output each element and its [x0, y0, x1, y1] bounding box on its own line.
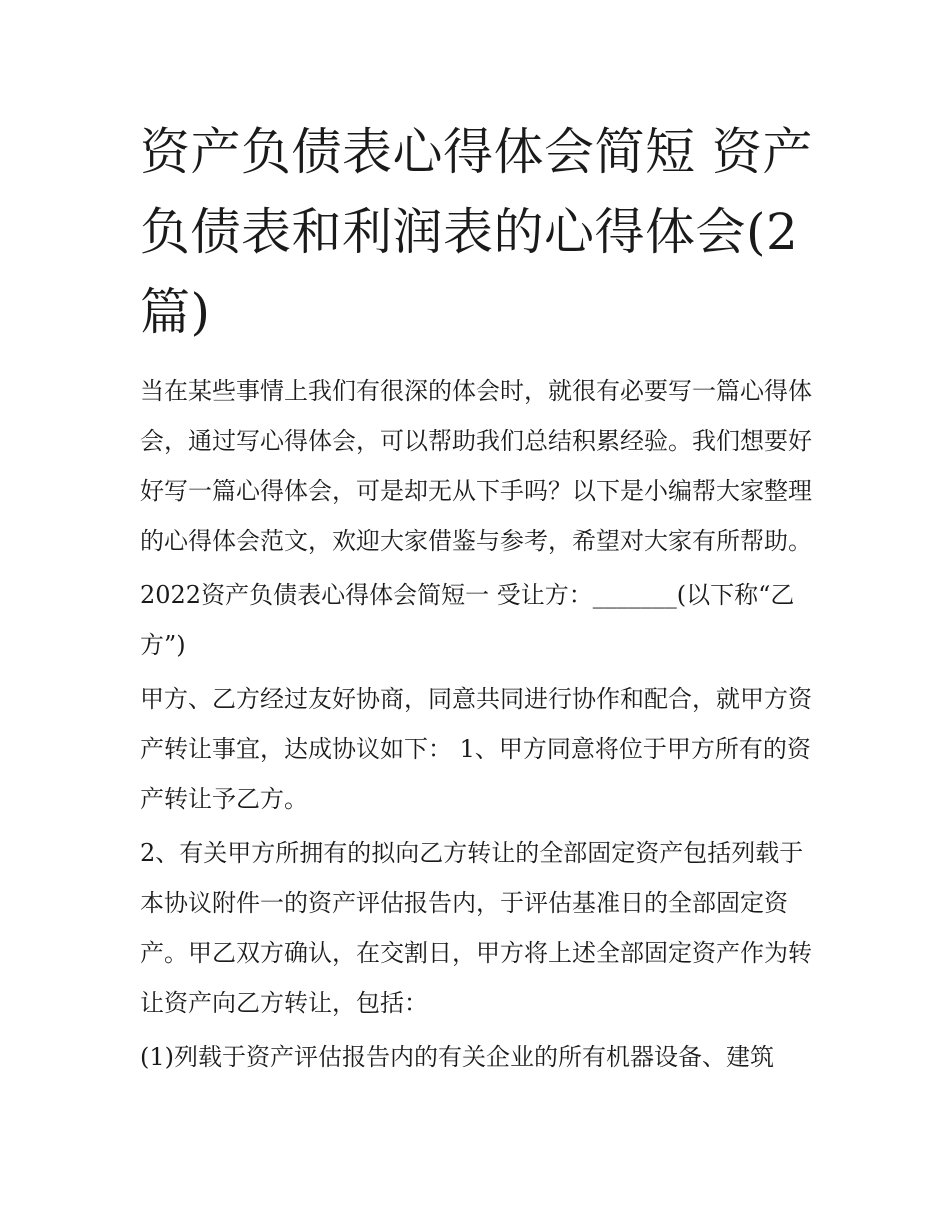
clause-2-paragraph: 2、有关甲方所拥有的拟向乙方转让的全部固定资产包括列载于本协议附件一的资产评估报告内，于评估基准日的全部固定资产。甲乙双方确认，在交割日，甲方将上述全部固定资产作为转让资产向乙方转让，包括： [140, 839, 812, 1017]
intro-paragraph: 当在某些事情上我们有很深的体会时，就很有必要写一篇心得体会，通过写心得体会，可以帮助我们总结积累经验。我们想要好好写一篇心得体会，可是却无从下手吗？以下是小编帮大家整理的心得体会范文，欢迎大家借鉴与参考，希望对大家有所帮助。 [140, 377, 812, 555]
agreement-paragraph: 甲方、乙方经过友好协商，同意共同进行协作和配合，就甲方资产转让事宜，达成协议如下： 1、甲方同意将位于甲方所有的资产转让予乙方。 [140, 685, 812, 813]
document-page [140, 112, 820, 1086]
document-title: 资产负债表心得体会简短 资产负债表和利润表的心得体会(2篇) [140, 123, 813, 341]
section-heading-paragraph: 2022资产负债表心得体会简短一 受让方：_______(以下称“乙方”) [140, 581, 795, 659]
clause-2-item-1-paragraph: (1)列载于资产评估报告内的有关企业的所有机器设备、建筑 [140, 1043, 774, 1071]
